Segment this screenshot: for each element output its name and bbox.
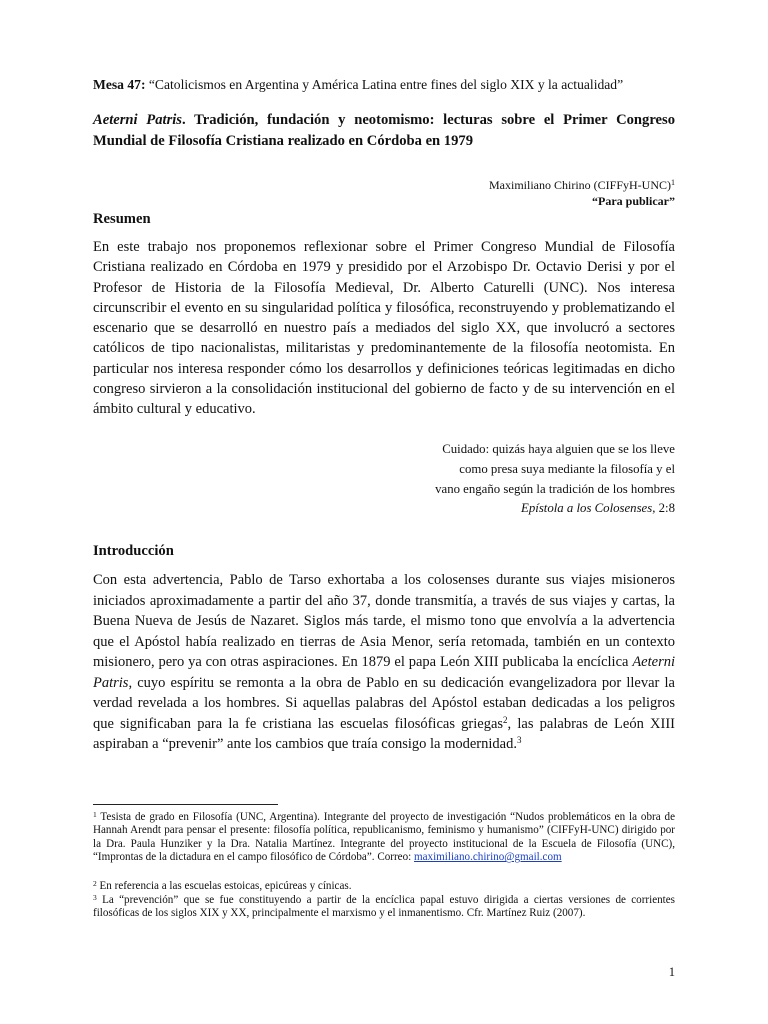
footnote-2: [93, 880, 675, 893]
author-name: Maximiliano Chirino (CIFFyH-UNC): [489, 178, 671, 192]
epigraph-line: vano engaño según la tradición de los hombres: [435, 481, 675, 496]
intro-text-2: , cuyo espíritu se remonta a la obra de Pablo en su dedicación evangelizadora por llevar la verdad revelada a los hombres. Si aquellas palabras del Apóstol estaban dedicadas a los peligros que significaban para la fe cristiana las escuelas filosóficas griegas: [93, 674, 675, 732]
footnote-ref-3[interactable]: 3: [516, 735, 522, 745]
footnote-ref-2[interactable]: 2: [503, 714, 508, 725]
intro-heading: Introducción: [93, 543, 174, 559]
resumen-heading: Resumen: [93, 211, 151, 227]
paper-title: [93, 110, 675, 152]
epigraph-source-title: Epístola a los Colosenses: [521, 501, 653, 516]
footnote-1: [93, 811, 675, 865]
mesa-text: “Catolicismos en Argentina y América Latina entre fines del siglo XIX y la actualidad”: [145, 77, 624, 92]
footnote-3-text: La “prevención” que se fue constituyendo a partir de la encíclica papal estuvo dirigida a ciertas versiones de corrientes filosóficas de los siglos XIX y XX, principalmente el marxismo y el inmanentismo. Cfr. Martínez Ruiz (2007).: [93, 894, 675, 920]
footnote-divider: [93, 804, 278, 805]
author-line: [489, 177, 675, 193]
mesa-line: [93, 77, 623, 93]
resumen-paragraph: En este trabajo nos proponemos reflexionar sobre el Primer Congreso Mundial de Filosofía Cristiana realizado en Córdoba en 1979 y presidido por el Arzobispo Dr. Octavio Derisi y por el Profesor de Historia de la Filosofía Medieval, Dr. Alberto Caturelli (UNC). Nos interesa circunscribir el evento en su singularidad política y filosófica, reconstruyendo y problematizando el escenario que se desarrolló en nuestro país a mediados del siglo XX, que involucró a sectores católicos de tipo nacionalistas, militaristas y predominantemente de la filosofía neotomista. En particular nos interesa responder cómo los desarrollos y definiciones teóricas legitimadas en dicho congreso sirvieron a la consolidación institucional del gobierno de facto y de su intervención en el ámbito cultural y educativo.: [93, 239, 675, 418]
epigraph-line: como presa suya mediante la filosofía y el: [459, 461, 675, 476]
intro-text-3: , las palabras de León XIII aspiraban a “prevenir” ante los cambios que traía consigo la modernidad.: [93, 715, 675, 752]
footnote-2-text: En referencia a las escuelas estoicas, epicúreas y cínicas.: [96, 880, 352, 892]
author-block: [489, 177, 675, 209]
footnote-1-number: 1: [93, 810, 97, 819]
footnote-3: [93, 894, 675, 921]
footnote-3-number: 3: [93, 893, 97, 902]
epigraph-line: Cuidado: quizás haya alguien que se los lleve: [442, 442, 675, 456]
mesa-label: Mesa 47:: [93, 77, 146, 92]
author-footnote-ref[interactable]: 1: [671, 178, 675, 187]
page-number: 1: [668, 965, 675, 979]
publish-note: “Para publicar”: [592, 194, 675, 208]
title-rest: . Tradición, fundación y neotomismo: lecturas sobre el Primer Congreso Mundial de Filosofía Cristiana realizado en Córdoba en 1979: [93, 112, 676, 149]
epigraph-source-ref: , 2:8: [652, 501, 675, 516]
footnote-2-number: 2: [93, 879, 97, 888]
email-link[interactable]: maximiliano.chirino@gmail.com: [414, 851, 562, 864]
intro-paragraph: [93, 570, 675, 755]
footnote-1-text: Tesista de grado en Filosofía (UNC, Argentina). Integrante del proyecto de investigación “Nudos problemáticos en la obra de Hannah Arendt para pensar el presente: filosofía política, republicanismo, feminismo y humanismo” (CIFFyH-UNC) dirigido por la Dra. Paula Hunziker y la Dra. Natalia Martínez. Integrante del proyecto institucional de la Escuela de Filosofía (UNC), “Improntas de la dictadura en el campo filosófico de Córdoba”. Correo:: [93, 811, 675, 864]
epigraph-source: [435, 499, 675, 519]
epigraph: [435, 440, 675, 519]
title-italic: Aeterni Patris: [93, 112, 182, 128]
intro-italic: Aeterni Patris: [93, 654, 675, 691]
intro-text-1: Con esta advertencia, Pablo de Tarso exhortaba a los colosenses durante sus viajes misioneros iniciados aproximadamente a partir del año 37, donde transmitía, a través de sus viajes y cartas, la Buena Nueva de Jesús de Nazaret. Siglos más tarde, el mismo tono que envolvía a la advertencia que el Apóstol había realizado en tierras de Asia Menor, sería retomada, también en un contexto misionero, pero ya con otras aspiraciones. En 1879 el papa León XIII publicaba la encíclica: [93, 572, 675, 670]
